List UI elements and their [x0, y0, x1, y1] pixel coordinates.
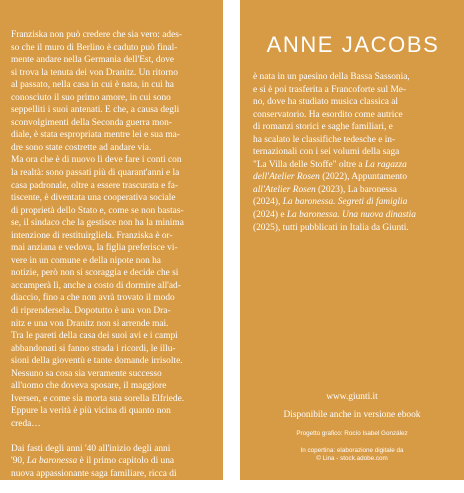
- synopsis-line: di riprendersela. Dopotutto è una von Dra-: [11, 306, 171, 317]
- synopsis-line: so che il muro di Berlino è caduto può final-: [11, 42, 178, 53]
- synopsis-line: Nessuno sa cosa sia veramente successo: [11, 368, 162, 379]
- left-flap: [0, 0, 223, 492]
- synopsis-line: intenzione di restituirgliela. Franziska è or-: [11, 230, 173, 241]
- synopsis-line: Ma ora che è di nuovo lì deve fare i conti con: [11, 155, 182, 166]
- synopsis-line: si trova la tenuta dei von Dranitz. Un ritorno: [11, 67, 178, 78]
- synopsis-line: sconvolgimenti della Seconda guerra mon-: [11, 117, 172, 128]
- synopsis-closing-line: nuova appassionante saga familiare, ricca di: [11, 468, 177, 479]
- synopsis-line: tiscente, è diventata una cooperativa sociale: [11, 193, 176, 204]
- synopsis-line: conosciuto il suo primo amore, in cui sono: [11, 92, 171, 103]
- synopsis-line: mai anziana e vedova, la figlia preferisce vi-: [11, 243, 178, 254]
- bio-line: (2024) e La baronessa. Una nuova dinastia: [253, 210, 416, 221]
- bio-line: conservatorio. Ha esordito come autrice: [253, 109, 403, 120]
- right-flap: [240, 0, 464, 480]
- synopsis-line: seppelliti i suoi antenati. E che, a causa degli: [11, 105, 180, 116]
- synopsis-line: all'uomo che doveva sposare, il maggiore: [11, 381, 167, 392]
- synopsis-line: Iversen, e come sia morta sua sorella Elfriede.: [11, 393, 185, 404]
- bio-line: "La Villa delle Stoffe" oltre a La ragazza: [253, 159, 407, 170]
- synopsis-line: se, il sindaco che la gestisce non ha la minima: [11, 218, 184, 229]
- synopsis-paragraph-1: [11, 29, 213, 431]
- synopsis-line: Tra le pareti della casa dei suoi avi e i campi: [11, 331, 178, 342]
- synopsis-line: Eppure la verità è più vicina di quanto non: [11, 406, 171, 417]
- bio-line: all'Atelier Rosen (2023), La baronessa: [253, 184, 397, 195]
- bio-line: (2024), La baronessa. Segreti di famiglia: [253, 197, 408, 208]
- bio-line: di romanzi storici e saghe familiari, e: [253, 122, 393, 133]
- design-credit: Progetto grafico: Rocío Isabel González: [296, 430, 408, 437]
- bio-line: no, dove ha studiato musica classica al: [253, 97, 399, 108]
- synopsis-line: dre sono state costrette ad andare via.: [11, 142, 152, 153]
- synopsis-line: notizie, però non si scoraggia e decide che si: [11, 268, 179, 279]
- bio-line: è nata in un paesino della Bassa Sassonia,: [253, 72, 410, 82]
- author-bio: [253, 71, 453, 234]
- bio-line: (2025), tutti pubblicati in Italia da Giunti.: [253, 222, 409, 233]
- synopsis-closing-line: '90, La baronessa è il primo capitolo di una: [11, 456, 175, 467]
- bio-line: e si è poi trasferita a Francoforte sul Me-: [253, 84, 407, 95]
- synopsis-closing-line: Dai fasti degli anni '40 all'inizio degli anni: [11, 443, 171, 454]
- cover-credit: [240, 447, 464, 463]
- author-name: ANNE JACOBS: [266, 32, 440, 57]
- bio-line: ha scalato le classifiche tedesche e in-: [253, 134, 396, 145]
- synopsis-line: mente andare nella Germania dell'Est, dove: [11, 55, 175, 66]
- bio-line: ternazionali con i sei volumi della saga: [253, 147, 400, 158]
- synopsis-line: diaccio, fino a che non avrà trovato il modo: [11, 293, 175, 304]
- cover-credit-line-2: © Lina - stock.adobe.com: [316, 455, 388, 463]
- synopsis-line: casa padronale, oltre a essere trascurata e fa-: [11, 180, 179, 191]
- synopsis-line: la realtà: sono passati più di quarant'anni e la: [11, 168, 180, 179]
- synopsis-line: diale, è stata espropriata mentre lei e sua ma-: [11, 130, 180, 141]
- publisher-website: www.giunti.it: [326, 392, 378, 402]
- ebook-availability-note: Disponibile anche in versione ebook: [283, 410, 421, 420]
- synopsis-line: al passato, nella casa in cui è nata, in cui ha: [11, 80, 174, 91]
- cover-credit-line-1: In copertina: elaborazione digitale da: [300, 447, 404, 454]
- synopsis-line: abbandonati si fanno strada i ricordi, le illu-: [11, 343, 176, 354]
- synopsis-line: creda…: [11, 418, 41, 429]
- synopsis-paragraph-2: [11, 443, 213, 493]
- synopsis-line: sioni della gioventù e tante domande irrisolte.: [11, 356, 183, 367]
- synopsis-closing-line: emozioni e colpi di scena.: [11, 481, 109, 492]
- bio-line: dell'Atelier Rosen (2022), Appuntamento: [253, 172, 408, 183]
- paragraph-spacer: [11, 431, 213, 443]
- synopsis-line: nitz e una von Dranitz non si arrende mai.: [11, 318, 169, 329]
- synopsis-line: accamperà lì, anche a costo di dormire all'ad-: [11, 280, 181, 291]
- synopsis-line: Franziska non può credere che sia vero: ades-: [11, 30, 183, 40]
- synopsis-line: di proprietà dello Stato e, come se non bastas-: [11, 205, 184, 216]
- synopsis-line: vere in un comune e della nipote non ha: [11, 255, 161, 266]
